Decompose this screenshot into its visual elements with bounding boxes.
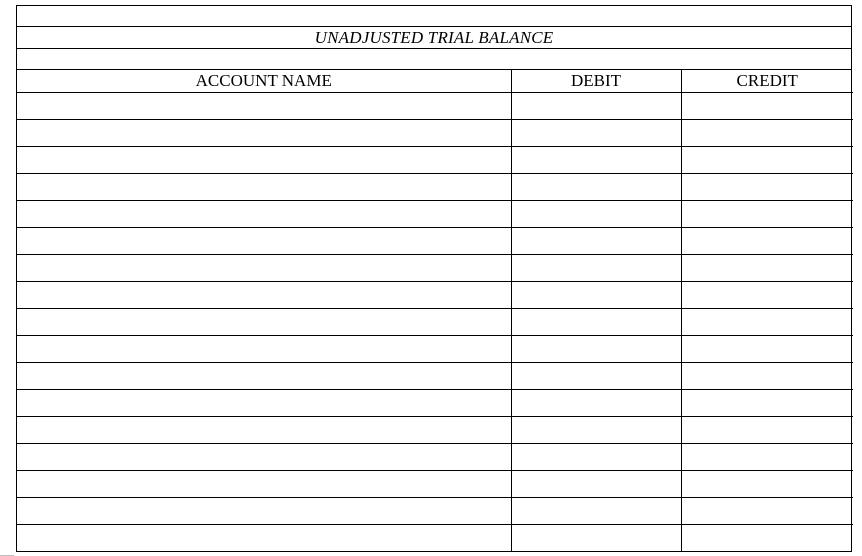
account-name-cell[interactable] [17,146,511,173]
account-name-cell[interactable] [17,470,511,497]
credit-cell[interactable] [681,146,853,173]
ledger-row [17,173,853,200]
debit-cell[interactable] [511,173,681,200]
credit-cell[interactable] [681,308,853,335]
account-name-cell[interactable] [17,443,511,470]
debit-cell[interactable] [511,92,681,119]
debit-cell[interactable] [511,254,681,281]
ledger-row [17,92,853,119]
credit-cell[interactable] [681,524,853,551]
ledger-row [17,308,853,335]
ledger-row [17,389,853,416]
ledger-row [17,443,853,470]
worksheet-title: UNADJUSTED TRIAL BALANCE [17,27,851,49]
ledger-row [17,119,853,146]
column-header-row [17,70,853,92]
ledger-row [17,254,853,281]
ledger-row [17,497,853,524]
account-name-cell[interactable] [17,200,511,227]
ledger-row [17,416,853,443]
account-name-cell[interactable] [17,254,511,281]
credit-cell[interactable] [681,389,853,416]
credit-cell[interactable] [681,470,853,497]
ledger-row [17,227,853,254]
credit-cell[interactable] [681,335,853,362]
debit-cell[interactable] [511,227,681,254]
debit-cell[interactable] [511,497,681,524]
credit-cell[interactable] [681,497,853,524]
account-name-cell[interactable] [17,173,511,200]
debit-cell[interactable] [511,389,681,416]
credit-cell[interactable] [681,362,853,389]
account-name-cell[interactable] [17,119,511,146]
account-name-cell[interactable] [17,227,511,254]
ledger-row [17,200,853,227]
debit-cell[interactable] [511,443,681,470]
credit-cell[interactable] [681,92,853,119]
debit-cell[interactable] [511,200,681,227]
account-name-cell[interactable] [17,524,511,551]
credit-cell[interactable] [681,281,853,308]
credit-cell[interactable] [681,173,853,200]
ledger-row [17,362,853,389]
credit-cell[interactable] [681,119,853,146]
account-name-cell[interactable] [17,281,511,308]
ledger-row [17,281,853,308]
debit-cell[interactable] [511,470,681,497]
account-name-header: ACCOUNT NAME [17,70,511,92]
account-name-cell[interactable] [17,308,511,335]
trial-balance-worksheet [16,5,852,552]
debit-header: DEBIT [511,70,681,92]
debit-cell[interactable] [511,146,681,173]
account-name-cell[interactable] [17,335,511,362]
worksheet-spacer-row [17,49,851,70]
credit-cell[interactable] [681,254,853,281]
debit-cell[interactable] [511,362,681,389]
debit-cell[interactable] [511,416,681,443]
credit-cell[interactable] [681,443,853,470]
credit-cell[interactable] [681,227,853,254]
account-name-cell[interactable] [17,362,511,389]
worksheet-header-blank-row [17,6,851,27]
credit-header: CREDIT [681,70,853,92]
account-name-cell[interactable] [17,416,511,443]
ledger-row [17,524,853,551]
account-name-cell[interactable] [17,497,511,524]
credit-cell[interactable] [681,200,853,227]
ledger-row [17,146,853,173]
account-name-cell[interactable] [17,389,511,416]
ledger-row [17,335,853,362]
debit-cell[interactable] [511,335,681,362]
debit-cell[interactable] [511,308,681,335]
ledger-rows [17,92,853,551]
ledger-row [17,470,853,497]
account-name-cell[interactable] [17,92,511,119]
credit-cell[interactable] [681,416,853,443]
debit-cell[interactable] [511,281,681,308]
debit-cell[interactable] [511,119,681,146]
trial-balance-table [17,70,853,551]
debit-cell[interactable] [511,524,681,551]
